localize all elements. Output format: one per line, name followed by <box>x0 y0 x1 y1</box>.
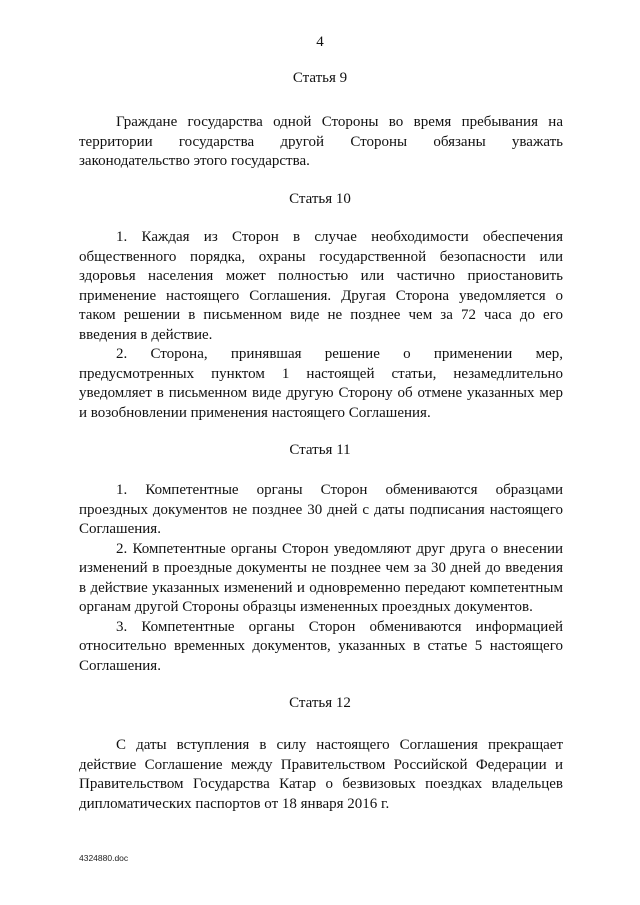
paragraph: Граждане государства одной Стороны во время пребывания на территории государства другой Стороны обязаны уважать законодательство этого государства. <box>79 114 563 169</box>
article-heading: Статья 9 <box>292 70 348 86</box>
document-code: 4324880.doc <box>79 853 129 863</box>
article-heading: Статья 11 <box>289 442 351 458</box>
article-body <box>79 736 563 814</box>
paragraph: 3. Компетентные органы Сторон обмениваются информацией относительно временных документов, указанных в статье 5 настоящего Соглашения. <box>79 618 563 674</box>
paragraph: С даты вступления в силу настоящего Соглашения прекращает действие Соглашение между Правительством Российской Федерации и Правительством Государства Катар о безвизовых поездках владельцев дипломатических паспортов от 18 января 2016 г. <box>79 737 563 812</box>
page-number: 4 <box>316 34 324 50</box>
article-body <box>79 228 563 423</box>
article-body <box>79 481 563 676</box>
article-heading: Статья 12 <box>289 695 351 711</box>
paragraph: 1. Каждая из Сторон в случае необходимости обеспечения общественного порядка, охраны государственной безопасности или здоровья населения может полностью или частично приостановить применение настоящего Соглашения. Другая Сторона уведомляется о таком решении в письменном виде не позднее чем за 72 часа до его введения в действие. <box>79 229 563 343</box>
paragraph: 2. Компетентные органы Сторон уведомляют друг друга о внесении изменений в проездные документы не позднее чем за 30 дней до введения в действие указанных изменений и одновременно передают компетентным органам другой Стороны образцы измененных проездных документов. <box>79 540 563 615</box>
paragraph: 1. Компетентные органы Сторон обмениваются образцами проездных документов не позднее 30 дней с даты подписания настоящего Соглашения. <box>79 482 563 537</box>
paragraph: 2. Сторона, принявшая решение о применении мер, предусмотренных пунктом 1 настоящей статьи, незамедлительно уведомляет в письменном виде другую Сторону об отмене указанных мер и возобновлении применения настоящего Соглашения. <box>79 346 563 421</box>
article-heading: Статья 10 <box>289 191 351 207</box>
article-body <box>79 113 563 172</box>
